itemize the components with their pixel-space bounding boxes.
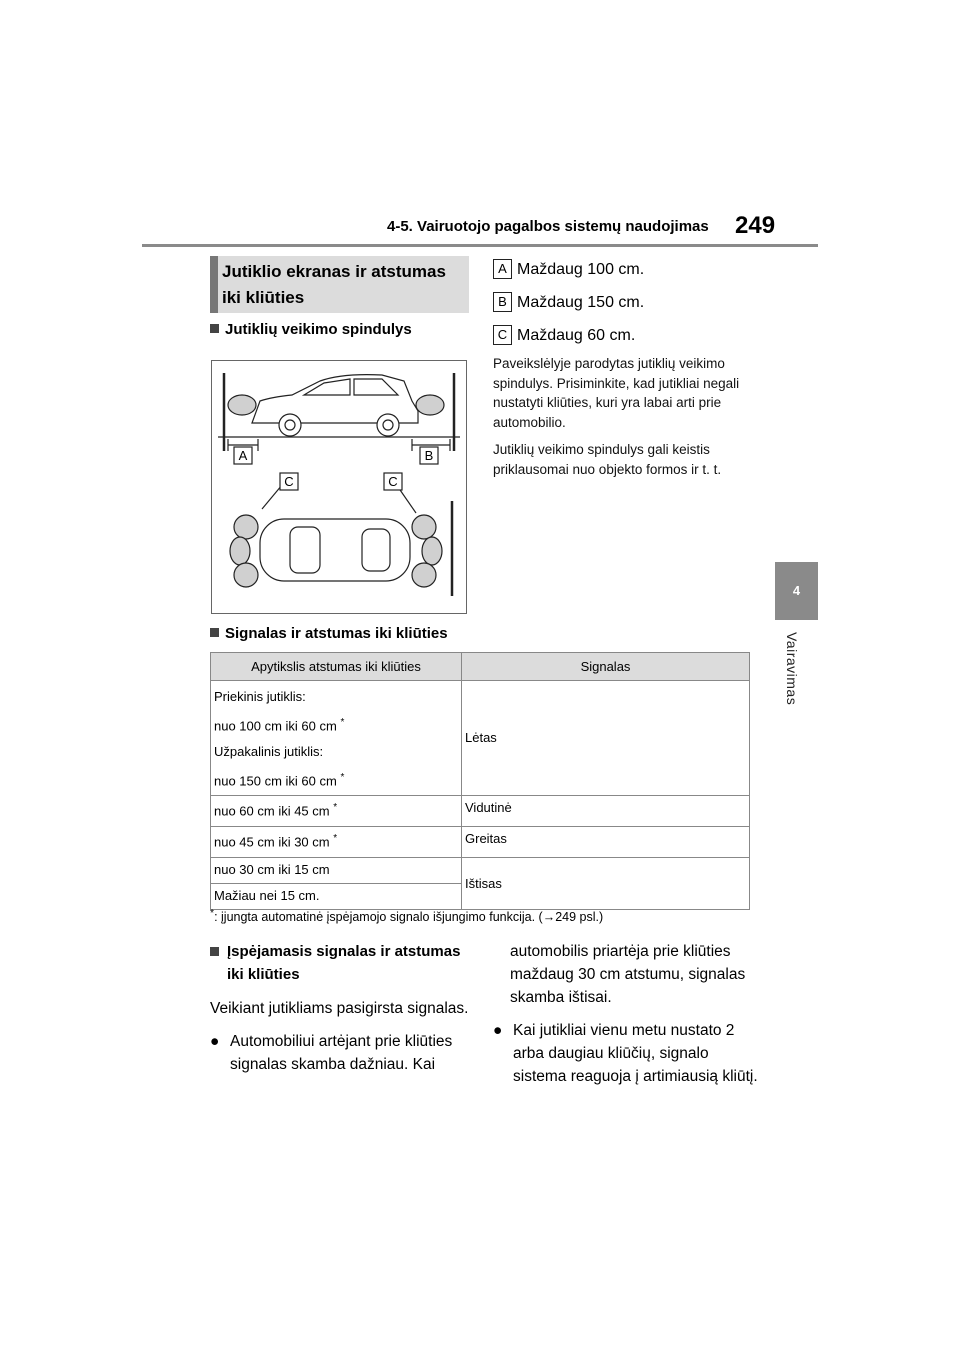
table-header-signal: Signalas (462, 653, 750, 681)
warning-subheading (210, 940, 475, 986)
table-header-row (211, 653, 750, 681)
subheading-signal (210, 625, 448, 642)
square-bullet-icon (210, 628, 219, 637)
subheading-signal-text: Signalas ir atstumas iki kliūties (225, 625, 448, 642)
bullet-text: Kai jutikliai vienu metu nustato 2 arba daugiau kliūčių, signalo sistema reaguoja į artimiausią kliūtį. (513, 1022, 758, 1085)
table-cell-signal: Lėtas (462, 681, 750, 796)
label-c-rear: C (388, 474, 398, 489)
page-number: 249 (735, 212, 776, 239)
bullet-dot-icon: ● (210, 1033, 220, 1050)
table-cell-signal: Vidutinė (462, 795, 750, 826)
warning-section-left (210, 940, 475, 1076)
sensor-range-diagram (211, 360, 467, 614)
table-row (211, 795, 750, 826)
table-cell-signal: Ištisas (462, 857, 750, 909)
bullet-item (210, 1030, 475, 1076)
note-paragraph: Paveikslėlyje parodytas jutiklių veikimo spindulys. Prisiminkite, kad jutikliai negali nustatyti kliūties, kuri yra labai arti prie automobilio. (493, 356, 740, 430)
car-top-view-icon (260, 519, 410, 581)
legend-letter-b: B (493, 292, 512, 312)
square-bullet-icon (210, 947, 219, 956)
warning-section-right (493, 940, 758, 1088)
footnote (210, 908, 603, 924)
square-bullet-icon (210, 324, 219, 333)
label-b: B (424, 448, 434, 463)
range-text: nuo 60 cm iki 45 cm (214, 802, 330, 818)
label-c-front: C (284, 474, 294, 489)
legend-text-b: Maždaug 150 cm. (517, 294, 645, 311)
legend-text-c: Maždaug 60 cm. (517, 327, 636, 344)
legend-text-a: Maždaug 100 cm. (517, 261, 645, 278)
footnote-mark: * (210, 908, 215, 919)
bullet-continuation: automobilis priartėja prie kliūties maždaug 30 cm atstumu, signalas skamba ištisai. (510, 943, 746, 1006)
table-cell-distance (211, 826, 462, 857)
asterisk: * (333, 801, 338, 813)
bullet-text: Automobiliui artėjant prie kliūties signalas skamba dažniau. Kai (230, 1033, 453, 1073)
chapter-tab: 4 (775, 562, 818, 620)
rear-sensor-label: Užpakalinis jutiklis: (214, 744, 324, 760)
front-sensor-label: Priekinis jutiklis: (214, 689, 306, 704)
bullet-dot-icon: ● (493, 1022, 503, 1039)
table-cell-distance: nuo 30 cm iki 15 cm (211, 857, 462, 883)
table-cell-distance (211, 795, 462, 826)
table-cell-signal: Greitas (462, 826, 750, 857)
table-cell-distance (211, 681, 462, 796)
table-row (211, 681, 750, 796)
asterisk: * (340, 772, 345, 784)
front-sensor-range-icon (228, 395, 256, 415)
diagram-notes (493, 354, 753, 487)
asterisk: * (340, 717, 345, 728)
header-rule (142, 244, 818, 247)
note-paragraph: Jutiklių veikimo spindulys gali keistis priklausomai nuo objekto formos ir t. t. (493, 442, 722, 477)
table-header-distance: Apytikslis atstumas iki kliūties (211, 653, 462, 681)
label-a: A (238, 448, 248, 463)
rear-sensor-range: nuo 150 cm iki 60 cm (214, 773, 337, 789)
chapter-label: Vairavimas (784, 632, 800, 706)
legend-b (493, 292, 644, 314)
section-title: Jutiklio ekranas ir atstumas iki kliūties (222, 262, 446, 307)
legend-a (493, 259, 644, 281)
footnote-text: : įjungta automatinė įspėjamojo signalo išjungimo funkcija. (→249 psl.) (214, 910, 604, 925)
warning-subheading-text: Įspėjamasis signalas ir atstumas iki kliūties (227, 943, 461, 983)
warning-intro: Veikiant jutikliams pasigirsta signalas. (210, 1000, 469, 1017)
table-row (211, 826, 750, 857)
legend-letter-c: C (493, 325, 512, 345)
header-section-title: 4-5. Vairuotojo pagalbos sistemų naudojimas (387, 218, 709, 235)
bullet-item (493, 1019, 758, 1088)
subheading-range (210, 321, 412, 338)
front-sensor-range: nuo 100 cm iki 60 cm (214, 718, 337, 734)
legend-letter-a: A (493, 259, 512, 279)
legend-c (493, 325, 635, 347)
signal-distance-table (210, 652, 750, 910)
table-row (211, 857, 750, 883)
asterisk: * (333, 832, 338, 844)
table-cell-distance: Mažiau nei 15 cm. (211, 883, 462, 909)
subheading-range-text: Jutiklių veikimo spindulys (225, 321, 412, 338)
car-side-view-icon (252, 375, 418, 436)
rear-sensor-range-icon (416, 395, 444, 415)
range-text: nuo 45 cm iki 30 cm (214, 833, 330, 849)
